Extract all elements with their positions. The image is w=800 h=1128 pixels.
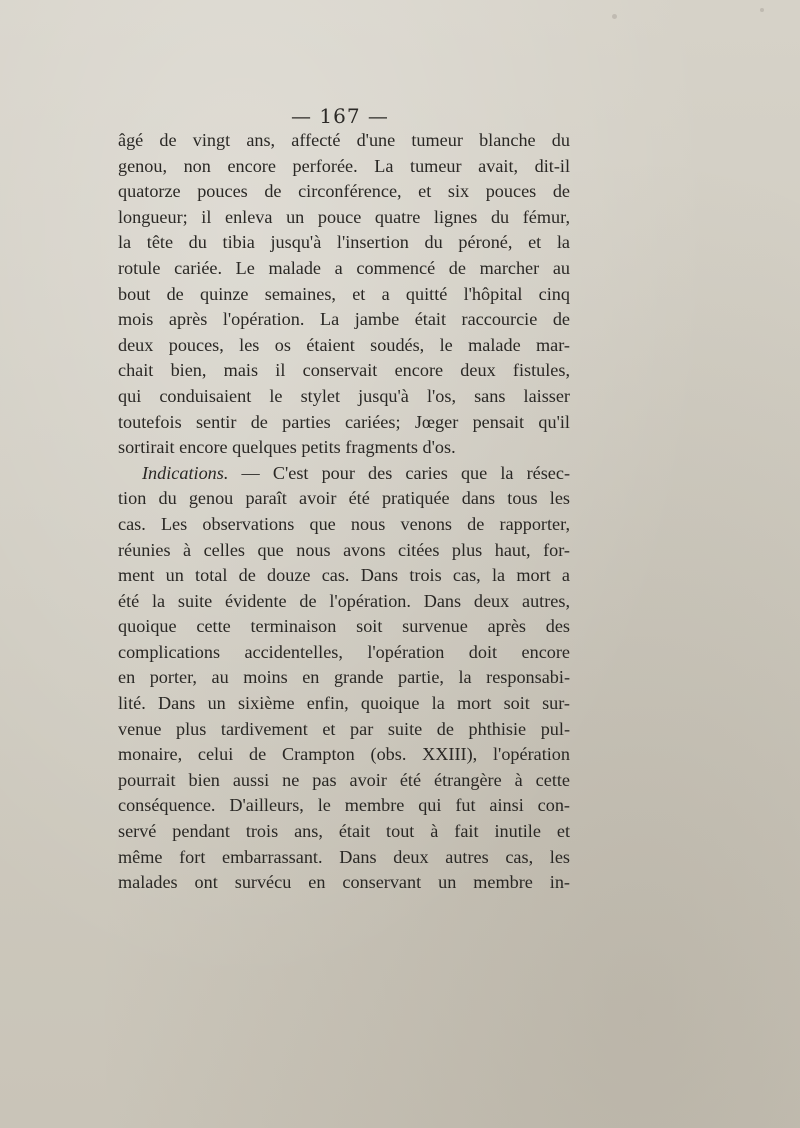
text-line: lité. Dans un sixième enfin, quoique la mort soit sur-	[118, 693, 570, 714]
paper-stain	[612, 14, 617, 19]
text-line: genou, non encore perforée. La tumeur avait, dit-il	[118, 155, 570, 176]
paper-stain	[760, 8, 764, 12]
text-line: chait bien, mais il conservait encore deux fistules,	[118, 360, 570, 381]
text-line: été la suite évidente de l'opération. Dans deux autres,	[118, 590, 570, 611]
text-line: servé pendant trois ans, était tout à fait inutile et	[118, 821, 570, 842]
text-line: tion du genou paraît avoir été pratiquée dans tous les	[118, 488, 570, 509]
text-line: ment un total de douze cas. Dans trois cas, la mort a	[118, 565, 570, 586]
text-line: complications accidentelles, l'opération doit encore	[118, 641, 570, 662]
text-line: deux pouces, les os étaient soudés, le malade mar-	[118, 334, 570, 355]
page-number: — 167 —	[291, 104, 389, 128]
text-line: bout de quinze semaines, et a quitté l'hôpital cinq	[118, 283, 570, 304]
text-line: pourrait bien aussi ne pas avoir été étrangère à cette	[118, 769, 570, 790]
text-line: conséquence. D'ailleurs, le membre qui fut ainsi con-	[118, 795, 570, 816]
text-line: toutefois sentir de parties cariées; Jœger pensait qu'il	[118, 411, 570, 432]
text-line: quatorze pouces de circonférence, et six pouces de	[118, 181, 570, 202]
text-line: cas. Les observations que nous venons de rapporter,	[118, 513, 570, 534]
text-line: malades ont survécu en conservant un membre in-	[118, 872, 570, 893]
text-line: venue plus tardivement et par suite de phthisie pul-	[118, 718, 570, 739]
text-line: en porter, au moins en grande partie, la responsabi-	[118, 667, 570, 688]
text-line: qui conduisaient le stylet jusqu'à l'os, sans laisser	[118, 385, 570, 406]
text-line: quoique cette terminaison soit survenue après des	[118, 616, 570, 637]
text-line: la tête du tibia jusqu'à l'insertion du péroné, et la	[118, 232, 570, 253]
indications-heading: Indications.	[142, 462, 229, 483]
text-line: âgé de vingt ans, affecté d'une tumeur blanche du	[118, 130, 570, 150]
text-line-indications	[118, 461, 570, 487]
text-line: réunies à celles que nous avons citées plus haut, for-	[118, 539, 570, 560]
text-line-rest: — C'est pour des caries que la résec-	[241, 462, 570, 483]
text-line: rotule cariée. Le malade a commencé de marcher au	[118, 257, 570, 278]
text-line: longueur; il enleva un pouce quatre lignes du fémur,	[118, 206, 570, 227]
text-line: monaire, celui de Crampton (obs. XXIII), l'opération	[118, 744, 570, 765]
text-line: sortirait encore quelques petits fragments d'os.	[118, 437, 456, 458]
text-line: même fort embarrassant. Dans deux autres cas, les	[118, 846, 570, 867]
body-text	[118, 128, 570, 896]
text-line: mois après l'opération. La jambe était raccourcie de	[118, 309, 570, 330]
